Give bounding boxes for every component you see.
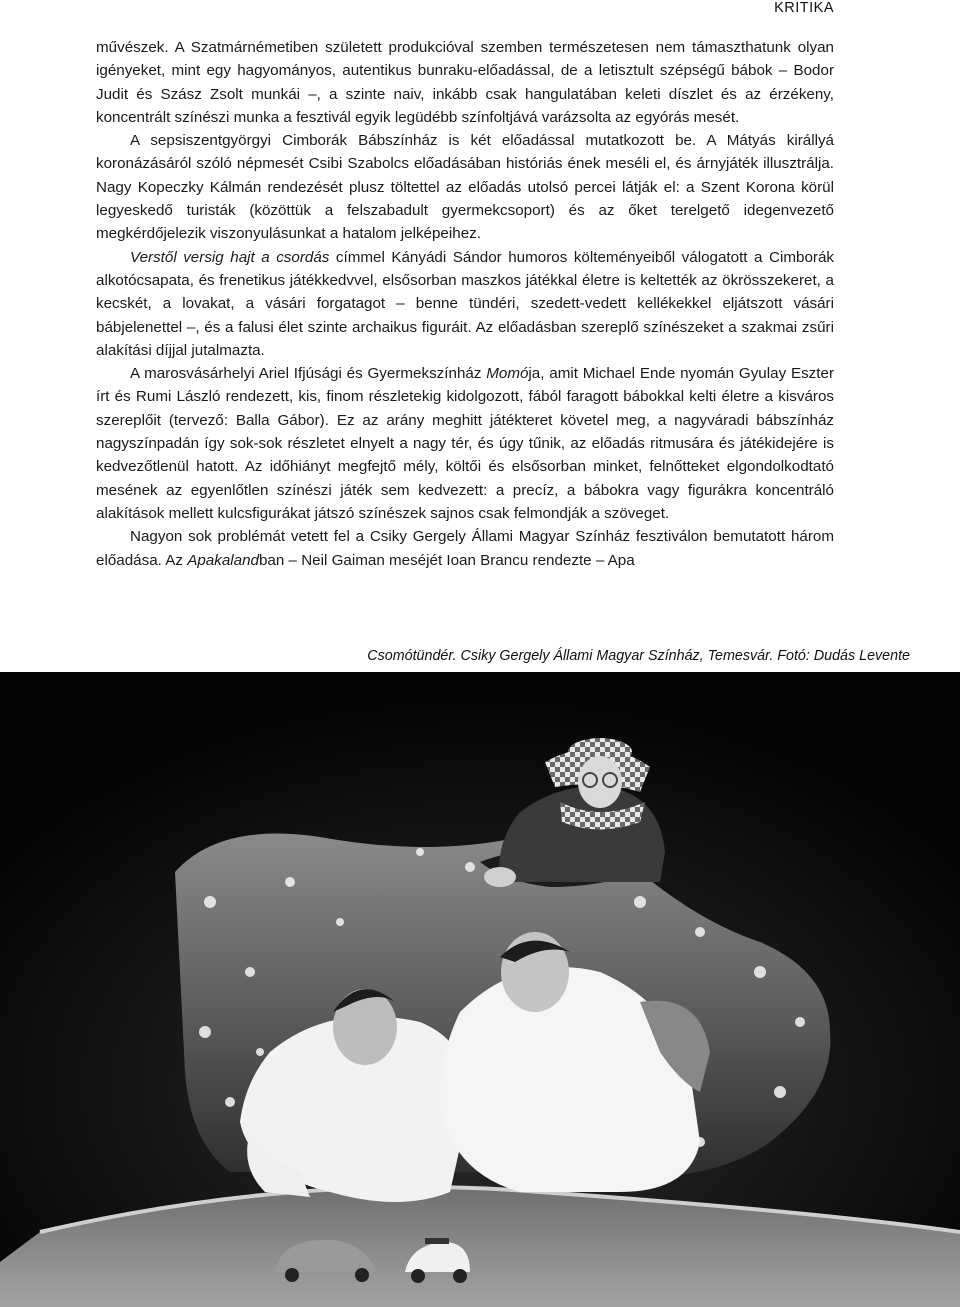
text-run: művészek. A Szatmárnémetiben született produkcióval szemben természetesen nem támaszthatunk olyan igényeket, mint egy hagyományos, autentikus bunraku-előadással, de a letisztult szépségű bábok – Bodor Judit és Szász Zsolt munkái –, a szinte naiv, inkább csak hangulatában keleti díszlet és az érzékeny, koncentrált színészi munka a fesztivál egyik legüdébb színfoltjává varázsolta az egyórás mesét. — [96, 39, 834, 126]
text-run: ban – Neil Gaiman meséjét Ioan Brancu rendezte – Apa — [258, 551, 635, 569]
text-run: címmel Kányádi Sándor humoros költeményeiből válogatott a Cimborák alkotócsapata, és frenetikus játékkedvvel, elsősorban maszkos játékkal életre is keltették az ökrösszekeret, a kecskét, a lovakat, a vásári forgatagot – benne tündéri, szedett-vedett kellékekkel eljátszott vásári bábjelenettel –, és a falusi élet szinte archaikus figuráit. Az előadásban szereplő színészeket a szakmai zsűri alakítási díjjal jutalmazta. — [96, 248, 834, 359]
text-run: Nagyon sok problémát vetett fel a Csiky Gergely Állami Magyar Színház fesztiválon bemutatott három előadása. Az — [96, 528, 834, 569]
paragraph-2 — [96, 129, 834, 245]
italic-title: Momó — [486, 365, 529, 383]
italic-title: Apakaland — [187, 551, 259, 569]
text-run: A marosvásárhelyi Ariel Ifjúsági és Gyermekszínház — [130, 365, 487, 383]
italic-title: Verstől versig hajt a csordás — [130, 248, 330, 266]
text-run: A sepsiszentgyörgyi Cimborák Bábszínház is két előadással mutatkozott be. A Mátyás királlyá koronázásáról szóló népmesét Csibi Szabolcs előadásában históriás ének meséli el, és árnyjáték illusztrálja. Nagy Kopeczky Kálmán rendezését plusz töltettel az előadás utolsó percei látják el: a Szent Korona körül legyeskedő turisták (közöttük a felszabadult gyermekcsoport) és az őket terelgető idegenvezető megkérdőjelezik viszonyulásunkat a hatalom jelképeihez. — [96, 132, 834, 243]
paragraph-3 — [96, 246, 834, 362]
stage-photo — [0, 672, 960, 1307]
paragraph-1 — [96, 36, 834, 129]
photo-caption: Csomótündér. Csiky Gergely Állami Magyar Színház, Temesvár. Fotó: Dudás Levente — [367, 648, 910, 664]
paragraph-4 — [96, 362, 834, 525]
article-body — [96, 36, 834, 572]
section-label: KRITIKA — [774, 0, 834, 16]
text-run: ja, amit Michael Ende nyomán Gyulay Eszter írt és Rumi László rendezett, kis, finom részletekig kidolgozott, fából faragott bábokkal kelti életre a kisváros szereplőit (tervező: Balla Gábor). Ez az arány meghitt játékteret követel meg, a nagyváradi bábszínház nagyszínpadán így sok-sok részletet elnyelt a nagy tér, és úgy tűnik, az előadás ritmusára és játékidejére is kedvezőtlenül hatott. Az időhiányt megfejtő mély, költői és elsősorban minket, felnőtteket elgondolkodtató mesének az egyenlőtlen színészi játék sem kedvezett: a precíz, a bábokra vagy figurákra koncentráló alakítások mellett kulcsfigurákat játszó színészek sajnos csak felmondják a szöveget. — [96, 365, 834, 522]
paragraph-5 — [96, 525, 834, 572]
